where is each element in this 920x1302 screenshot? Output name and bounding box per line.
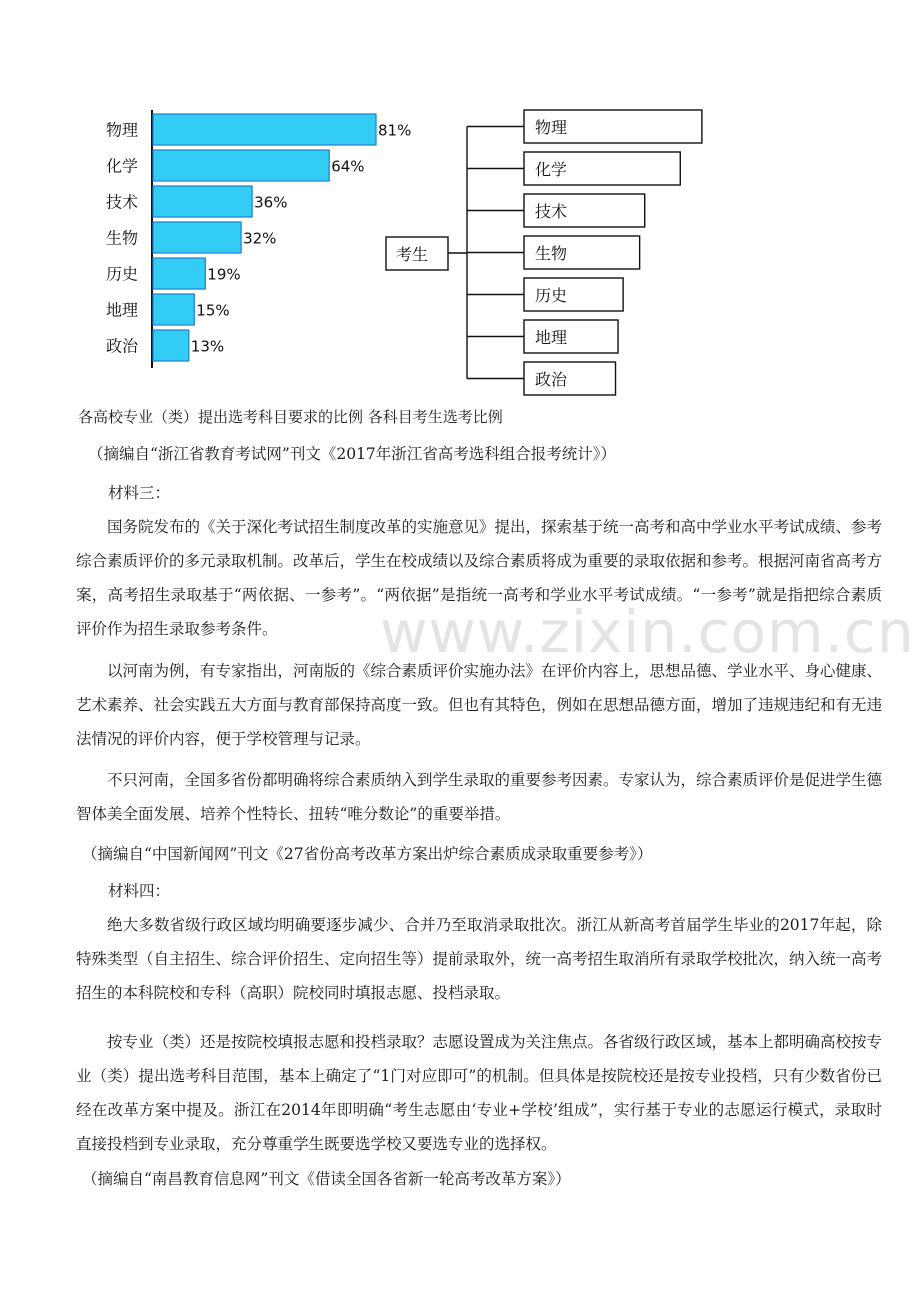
material-4-paragraph-1: 绝大多数省级行政区域均明确要逐步减少、合并乃至取消录取批次。浙江从新高考首届学生毕业的2017年起，除特殊类型（自主招生、综合评价招生、定向招生等）提前录取外，统一高考招生取消所有录取学校批次，纳入统一高考招生的本科院校和专科（高职）院校同时填报志愿、投档录取。 bbox=[76, 916, 883, 1002]
tree-diagram bbox=[386, 110, 702, 395]
category-label: 物理 bbox=[105, 120, 138, 140]
bar bbox=[153, 114, 376, 145]
bar bbox=[153, 186, 252, 217]
bar bbox=[153, 150, 329, 181]
material-3-heading: 材料三： bbox=[108, 484, 171, 502]
material-3-paragraph-1: 国务院发布的《关于深化考试招生制度改革的实施意见》提出，探索基于统一高考和高中学业水平考试成绩、参考综合素质评价的多元录取机制。改革后，学生在校成绩以及综合素质将成为重要的录取依据和参考。根据河南省高考方案，高考招生录取基于“两依据、一参考”。“两依据”是指统一高考和学业水平考试成绩。“一参考”就是指把综合素质评价作为招生录取参考条件。 bbox=[76, 518, 883, 638]
category-label: 地理 bbox=[105, 300, 138, 320]
value-label: 81% bbox=[378, 121, 412, 140]
category-label: 化学 bbox=[105, 156, 138, 176]
root-label: 考生 bbox=[396, 245, 429, 264]
leaf-label: 化学 bbox=[535, 160, 568, 179]
material-3-paragraph-3: 不只河南，全国多省份都明确将综合素质纳入到学生录取的重要参考因素。专家认为，综合素质评价是促进学生德智体美全面发展、培养个性特长、扭转“唯分数论”的重要举措。 bbox=[76, 771, 883, 823]
category-label: 历史 bbox=[105, 264, 138, 284]
material-4-heading: 材料四： bbox=[108, 882, 171, 900]
bar bbox=[153, 294, 194, 325]
bar bbox=[153, 258, 205, 289]
leaf-label: 政治 bbox=[535, 370, 568, 389]
leaf-label: 历史 bbox=[535, 286, 568, 305]
bar bbox=[153, 330, 189, 361]
figure bbox=[0, 0, 920, 400]
value-label: 36% bbox=[254, 193, 288, 212]
leaf-label: 生物 bbox=[535, 244, 568, 263]
material-4-source: （摘编自“南昌教育信息网”刊文《借读全国各省新一轮高考改革方案》） bbox=[82, 1170, 571, 1188]
material-3-source: （摘编自“中国新闻网”刊文《27省份高考改革方案出炉综合素质成录取重要参考》） bbox=[82, 845, 653, 863]
material-4-paragraph-2: 按专业（类）还是按院校填报志愿和投档录取？志愿设置成为关注焦点。各省级行政区域，基本上都明确高校按专业（类）提出选考科目范围，基本上确定了“1门对应即可”的机制。但具体是按院校还是按专业投档，只有少数省份已经在改革方案中提及。浙江在2014年即明确“考生志愿由‘专业+学校’组成”，实行基于专业的志愿运行模式，录取时直接投档到专业录取，充分尊重学生既要选学校又要选专业的选择权。 bbox=[76, 1033, 883, 1153]
watermark: www.zixin.com.cn bbox=[380, 598, 915, 666]
leaf-label: 物理 bbox=[535, 118, 568, 137]
category-label: 技术 bbox=[105, 192, 138, 212]
value-label: 13% bbox=[190, 337, 225, 356]
bar bbox=[153, 222, 241, 253]
value-label: 32% bbox=[243, 229, 277, 248]
category-label: 政治 bbox=[105, 336, 138, 356]
value-label: 64% bbox=[331, 157, 365, 176]
source-1: （摘编自“浙江省教育考试网”刊文《2017年浙江省高考选科组合报考统计》） bbox=[88, 445, 617, 463]
category-label: 生物 bbox=[105, 228, 138, 248]
value-label: 19% bbox=[207, 265, 241, 284]
material-3-paragraph-2: 以河南为例，有专家指出，河南版的《综合素质评价实施办法》在评价内容上，思想品德、学业水平、身心健康、艺术素养、社会实践五大方面与教育部保持高度一致。但也有其特色，例如在思想品德方面，增加了违规违纪和有无违法情况的评价内容，便于学校管理与记录。 bbox=[76, 662, 883, 748]
figure-caption: 各高校专业（类）提出选考科目要求的比例 各科目考生选考比例 bbox=[78, 408, 503, 426]
leaf-label: 技术 bbox=[535, 202, 568, 221]
value-label: 15% bbox=[196, 301, 230, 320]
leaf-label: 地理 bbox=[535, 328, 568, 347]
bar-chart bbox=[106, 110, 411, 368]
